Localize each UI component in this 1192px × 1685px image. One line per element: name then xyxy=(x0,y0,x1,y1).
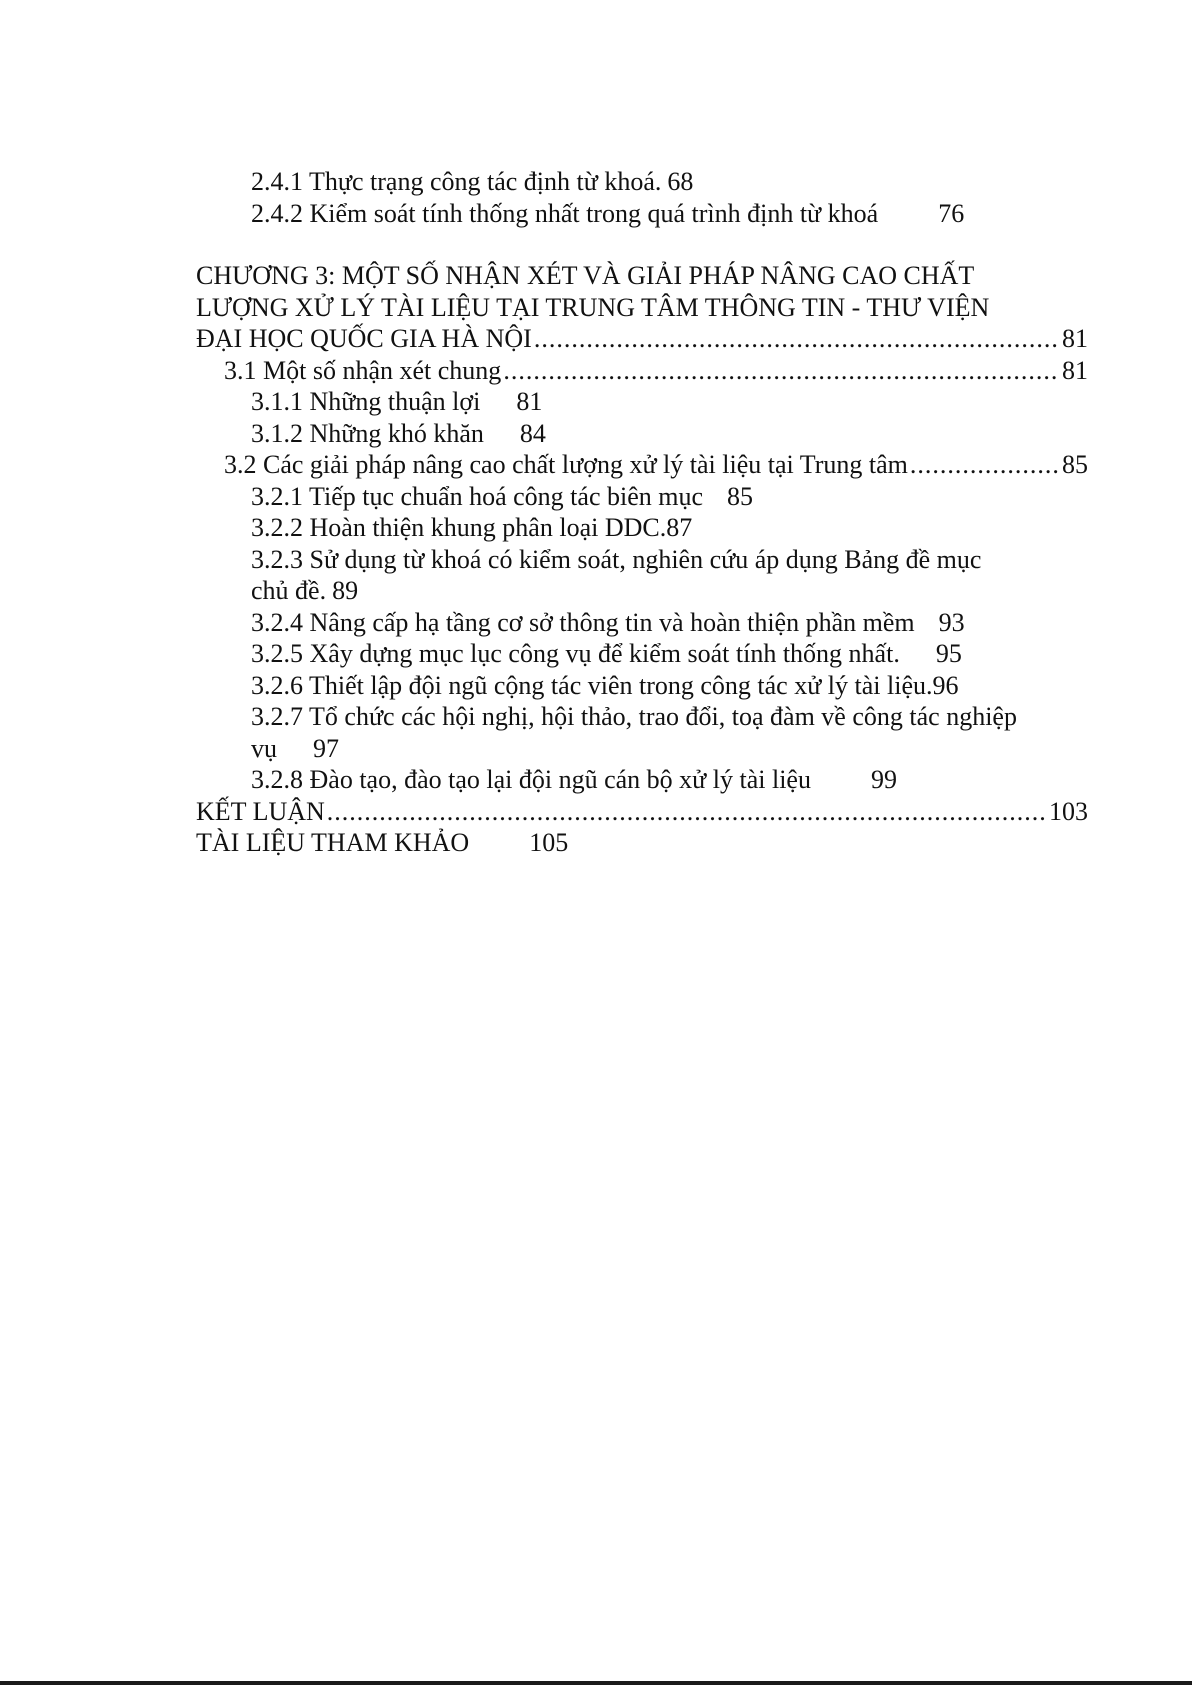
toc-entry-page: 81 xyxy=(1062,324,1088,353)
toc-entry-title: ĐẠI HỌC QUỐC GIA HÀ NỘI xyxy=(196,324,532,353)
toc-entry-title: 3.2.6 Thiết lập đội ngũ cộng tác viên trong công tác xử lý tài liệu. xyxy=(251,670,933,700)
toc-entry-page: 68 xyxy=(667,167,694,196)
toc-entry-title: chủ đề. xyxy=(251,576,327,605)
toc-entry-page: 76 xyxy=(938,198,965,228)
dot-leader xyxy=(534,323,1060,355)
toc-entry-3-2-2[interactable] xyxy=(196,512,1088,544)
toc-entry-title: 3.2 Các giải pháp nâng cao chất lượng xử lý tài liệu tại Trung tâm xyxy=(224,450,908,479)
toc-entry-title-line: 3.2.7 Tổ chức các hội nghị, hội thảo, trao đổi, toạ đàm về công tác nghiệp xyxy=(251,702,1017,731)
toc-entry-chapter-3[interactable] xyxy=(196,260,1088,355)
toc-entry-page: 99 xyxy=(870,765,897,794)
toc-entry-3-2-5[interactable] xyxy=(196,638,1088,670)
toc-entry-references[interactable] xyxy=(196,827,1088,859)
dot-leader xyxy=(327,796,1047,828)
toc-entry-title: 3.2.2 Hoàn thiện khung phân loại DDC. xyxy=(251,513,667,542)
toc-entry-page: 97 xyxy=(313,733,339,763)
dot-leader xyxy=(503,355,1060,387)
toc-entry-3-2-1[interactable] xyxy=(196,481,1088,513)
toc-entry-title: 3.1.1 Những thuận lợi xyxy=(251,387,481,416)
toc-entry-title: 3.1 Một số nhận xét chung xyxy=(224,355,502,385)
toc-entry-title: 2.4.1 Thực trạng công tác định từ khoá. xyxy=(251,167,662,196)
toc-entry-2-4-2[interactable] xyxy=(196,198,1088,230)
toc-entry-title: KẾT LUẬN xyxy=(196,796,325,826)
toc-entry-3-2-6[interactable] xyxy=(196,670,1088,702)
chapter-title-line: CHƯƠNG 3: MỘT SỐ NHẬN XÉT VÀ GIẢI PHÁP NÂNG CAO CHẤT xyxy=(196,261,975,290)
toc-entry-page: 87 xyxy=(666,513,693,542)
table-of-contents xyxy=(196,166,1088,859)
toc-entry-title: 2.4.2 Kiểm soát tính thống nhất trong quá trình định từ khoá xyxy=(251,198,879,228)
toc-entry-page: 81 xyxy=(516,387,543,416)
section-gap xyxy=(196,229,1088,260)
toc-entry-page: 103 xyxy=(1049,796,1088,826)
toc-entry-page: 85 xyxy=(1062,450,1088,479)
toc-entry-title: 3.2.5 Xây dựng mục lục công vụ để kiểm soát tính thống nhất. xyxy=(251,639,900,668)
toc-entry-page: 81 xyxy=(1062,355,1088,385)
toc-entry-title: 3.1.2 Những khó khăn xyxy=(251,418,484,448)
toc-entry-3-2[interactable] xyxy=(196,449,1088,481)
toc-entry-page: 96 xyxy=(932,670,959,700)
toc-entry-3-2-3[interactable] xyxy=(196,544,1088,607)
toc-entry-title: TÀI LIỆU THAM KHẢO xyxy=(196,828,470,857)
toc-entry-page: 84 xyxy=(519,418,546,448)
toc-entry-conclusion[interactable] xyxy=(196,796,1088,828)
toc-entry-3-2-4[interactable] xyxy=(196,607,1088,639)
toc-entry-title: 3.2.4 Nâng cấp hạ tầng cơ sở thông tin và hoàn thiện phần mềm xyxy=(251,607,915,637)
toc-entry-title-line: 3.2.3 Sử dụng từ khoá có kiểm soát, nghiên cứu áp dụng Bảng đề mục xyxy=(251,544,982,574)
page-bottom-border xyxy=(0,1681,1192,1685)
toc-entry-3-1-2[interactable] xyxy=(196,418,1088,450)
toc-entry-title: 3.2.1 Tiếp tục chuẩn hoá công tác biên mục xyxy=(251,481,704,511)
toc-entry-page: 89 xyxy=(332,576,359,605)
toc-entry-title-line-last xyxy=(196,733,1088,765)
toc-entry-title: 3.2.8 Đào tạo, đào tạo lại đội ngũ cán bộ xử lý tài liệu xyxy=(251,765,811,794)
toc-entry-page: 85 xyxy=(727,481,754,511)
toc-entry-3-2-7[interactable] xyxy=(196,701,1088,764)
toc-entry-title: vụ xyxy=(251,733,277,763)
toc-entry-2-4-1[interactable] xyxy=(196,166,1088,198)
toc-entry-page: 105 xyxy=(529,828,569,857)
dot-leader xyxy=(910,449,1060,481)
toc-entry-3-2-8[interactable] xyxy=(196,764,1088,796)
toc-entry-title-line-last xyxy=(196,575,1088,607)
toc-entry-3-1-1[interactable] xyxy=(196,386,1088,418)
chapter-title-line-last xyxy=(196,323,1088,355)
toc-entry-page: 95 xyxy=(935,639,962,668)
toc-entry-page: 93 xyxy=(938,607,965,637)
chapter-title-line: LƯỢNG XỬ LÝ TÀI LIỆU TẠI TRUNG TÂM THÔNG TIN - THƯ VIỆN xyxy=(196,292,990,322)
toc-entry-3-1[interactable] xyxy=(196,355,1088,387)
